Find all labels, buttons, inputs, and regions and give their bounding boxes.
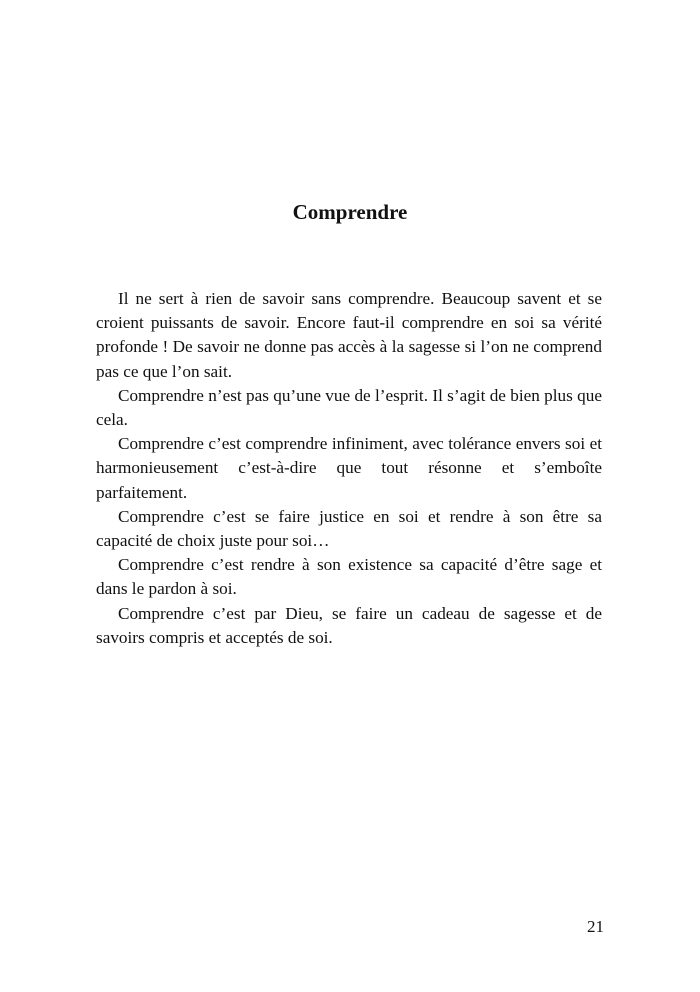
chapter-title: Comprendre	[292, 200, 408, 224]
paragraph: Comprendre c’est comprendre infiniment, avec tolérance envers soi et harmonieusement c’est-à-dire que tout résonne et s’emboîte parfaitement.	[96, 434, 602, 502]
paragraph: Comprendre n’est pas qu’une vue de l’esprit. Il s’agit de bien plus que cela.	[96, 385, 602, 430]
chapter-body	[96, 287, 602, 650]
paragraph: Comprendre c’est par Dieu, se faire un cadeau de sagesse et de savoirs compris et acceptés de soi.	[96, 603, 602, 647]
paragraph: Comprendre c’est se faire justice en soi et rendre à son être sa capacité de choix juste pour soi…	[96, 506, 602, 551]
paragraph: Il ne sert à rien de savoir sans comprendre. Beaucoup savent et se croient puissants de savoir. Encore faut-il comprendre en soi sa vérité profonde ! De savoir ne donne pas accès à la sagesse si l’on ne comprend pas ce que l’on sait.	[96, 289, 602, 381]
page-number: 21	[587, 917, 604, 936]
paragraph: Comprendre c’est rendre à son existence sa capacité d’être sage et dans le pardon à soi.	[96, 555, 602, 599]
